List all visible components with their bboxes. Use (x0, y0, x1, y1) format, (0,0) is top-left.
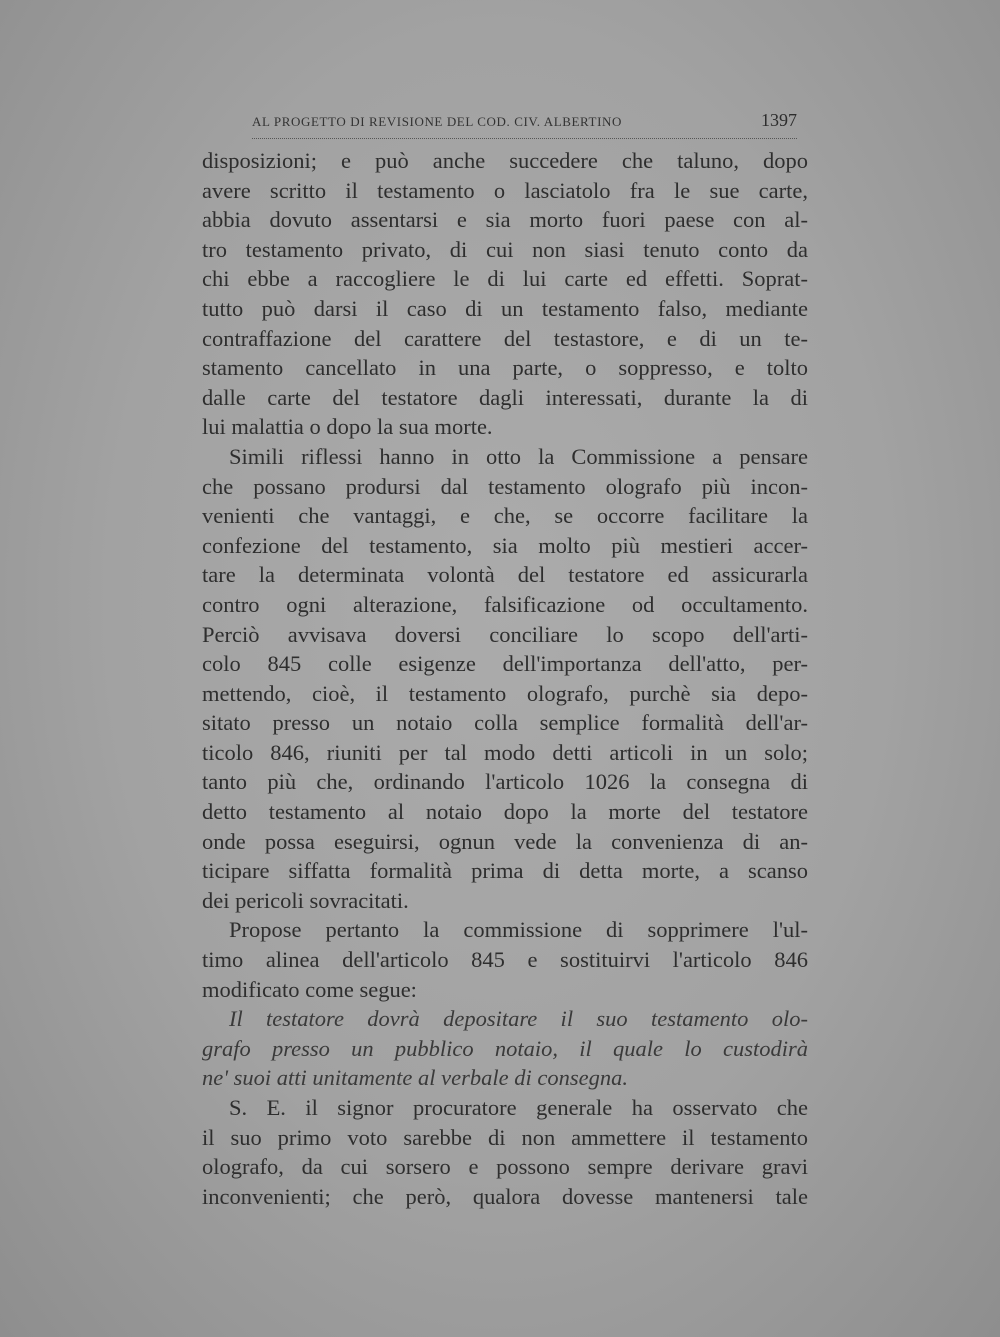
running-title: AL PROGETTO DI REVISIONE DEL COD. CIV. ALBERTINO (252, 114, 622, 129)
text-line: contro ogni alterazione, falsificazione od occultamento. (202, 591, 808, 617)
text-line: avere scritto il testamento o lasciatolo fra le sue carte, (202, 177, 808, 203)
page-number: 1397 (761, 110, 797, 130)
quoted-article-line: grafo presso un pubblico notaio, il quale lo custodirà (202, 1035, 808, 1061)
text-line: Propose pertanto la commissione di sopprimere l'ul- (229, 917, 808, 943)
quoted-article-line: Il testatore dovrà depositare il suo testamento olo- (229, 1006, 808, 1032)
text-line: abbia dovuto assentarsi e sia morto fuori paese con al- (202, 207, 808, 233)
text-line: detto testamento al notaio dopo la morte del testatore (202, 799, 808, 825)
text-line: confezione del testamento, sia molto più mestieri accer- (202, 532, 808, 558)
body-text (202, 146, 808, 1211)
text-line: tutto può darsi il caso di un testamento falso, mediante (202, 295, 808, 321)
text-line: il suo primo voto sarebbe di non ammettere il testamento (202, 1124, 808, 1150)
text-line: timo alinea dell'articolo 845 e sostituirvi l'articolo 846 (202, 947, 808, 973)
text-line: che possano prodursi dal testamento olografo più incon- (202, 473, 808, 499)
text-line: olografo, da cui sorsero e possono sempre derivare gravi (202, 1154, 808, 1180)
text-line: Perciò avvisava doversi conciliare lo scopo dell'arti- (202, 621, 808, 647)
text-line: Simili riflessi hanno in otto la Commissione a pensare (229, 443, 808, 469)
text-line: modificato come segue: (202, 976, 417, 1002)
text-line: chi ebbe a raccogliere le di lui carte ed effetti. Soprat- (202, 266, 808, 292)
running-header (252, 110, 797, 139)
text-line: ticolo 846, riuniti per tal modo detti articoli in un solo; (202, 739, 808, 765)
text-line: ticipare siffatta formalità prima di detta morte, a scanso (202, 858, 808, 884)
text-line: colo 845 colle esigenze dell'importanza dell'atto, per- (202, 651, 808, 677)
text-line: stamento cancellato in una parte, o soppresso, e tolto (202, 355, 808, 381)
text-line: dei pericoli sovracitati. (202, 887, 409, 913)
text-line: sitato presso un notaio colla semplice formalità dell'ar- (202, 710, 808, 736)
text-line: tro testamento privato, di cui non siasi tenuto conto da (202, 236, 808, 262)
text-line: inconvenienti; che però, qualora dovesse mantenersi tale (202, 1183, 808, 1209)
text-line: onde possa eseguirsi, ognun vede la convenienza di an- (202, 828, 808, 854)
text-line: contraffazione del carattere del testastore, e di un te- (202, 325, 808, 351)
text-line: tanto più che, ordinando l'articolo 1026 la consegna di (202, 769, 808, 795)
text-line: disposizioni; e può anche succedere che taluno, dopo (202, 148, 808, 173)
text-line: tare la determinata volontà del testatore ed assicurarla (202, 562, 808, 588)
text-line: lui malattia o dopo la sua morte. (202, 414, 493, 440)
quoted-article-line: ne' suoi atti unitamente al verbale di consegna. (202, 1065, 628, 1091)
text-line: mettendo, cioè, il testamento olografo, purchè sia depo- (202, 680, 808, 706)
text-line: S. E. il signor procuratore generale ha osservato che (229, 1095, 808, 1120)
text-line: venienti che vantaggi, e che, se occorre facilitare la (202, 503, 808, 529)
text-line: dalle carte del testatore dagli interessati, durante la di (202, 384, 808, 410)
